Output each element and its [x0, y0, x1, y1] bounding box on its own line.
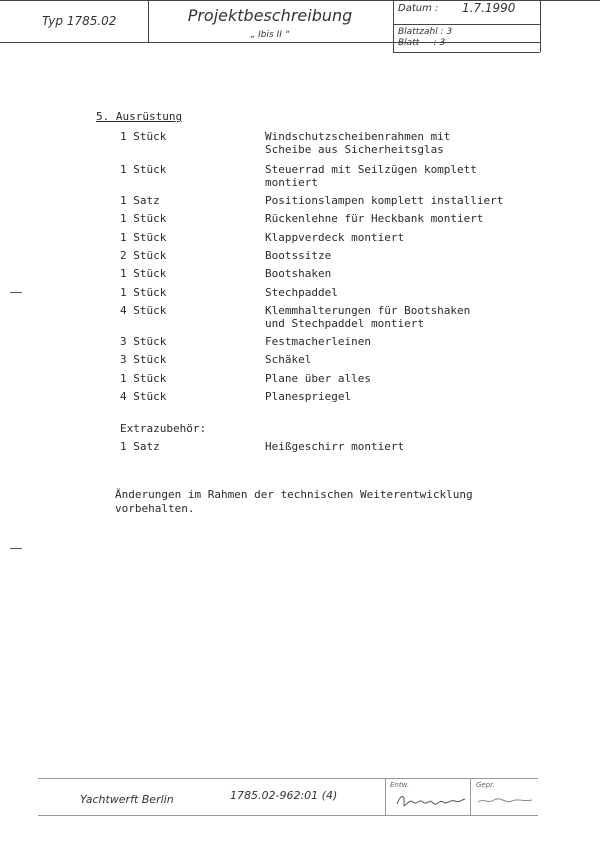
item-description-line: Festmacherleinen — [265, 335, 371, 348]
item-quantity: 3 Stück — [120, 335, 167, 348]
item-description — [265, 286, 565, 299]
signature-drafter — [395, 790, 467, 812]
date-value: 1.7.1990 — [462, 1, 516, 15]
item-description — [265, 335, 565, 348]
change-note-line: Änderungen im Rahmen der technischen Weiterentwicklung — [115, 488, 473, 501]
item-description — [265, 130, 565, 156]
type-number: Typ 1785.02 — [42, 14, 117, 28]
item-description-line: Positionslampen komplett installiert — [265, 194, 504, 207]
extras-qty: 1 Satz — [120, 440, 160, 453]
punch-mark — [10, 292, 22, 293]
item-quantity: 1 Stück — [120, 372, 167, 385]
item-description — [265, 249, 565, 262]
item-description — [265, 194, 565, 207]
item-quantity: 4 Stück — [120, 304, 167, 317]
document-number: 1785.02-962:01 (4) — [230, 789, 338, 802]
item-quantity: 1 Satz — [120, 194, 160, 207]
item-description — [265, 163, 565, 189]
extras-heading: Extrazubehör: — [120, 422, 207, 435]
item-description-line: Steuerrad mit Seilzügen komplett — [265, 163, 477, 176]
item-description-line: montiert — [265, 176, 318, 189]
margin-marking-top — [6, 96, 13, 100]
item-quantity: 1 Stück — [120, 212, 167, 225]
item-description — [265, 304, 565, 330]
item-description-line: Schäkel — [265, 353, 312, 366]
item-description-line: Windschutzscheibenrahmen mit — [265, 130, 451, 143]
company-name: Yachtwerft Berlin — [80, 793, 174, 806]
item-description — [265, 372, 565, 385]
change-note — [115, 488, 555, 516]
item-quantity: 1 Stück — [120, 130, 167, 143]
extras-desc: Heißgeschirr montiert — [265, 440, 405, 453]
item-quantity: 1 Stück — [120, 231, 167, 244]
item-description-line: Klappverdeck montiert — [265, 231, 405, 244]
item-quantity: 2 Stück — [120, 249, 167, 262]
item-description-line: Klemmhalterungen für Bootshaken — [265, 304, 471, 317]
item-description-line: Plane über alles — [265, 372, 371, 385]
document-title: Projektbeschreibung — [187, 6, 353, 25]
drafted-label: Entw. — [390, 781, 410, 789]
section-heading: 5. Ausrüstung — [96, 110, 183, 123]
item-quantity: 3 Stück — [120, 353, 167, 366]
date-label: Datum : — [398, 3, 439, 14]
item-description-line: Stechpaddel — [265, 286, 338, 299]
item-quantity: 1 Stück — [120, 267, 167, 280]
item-quantity: 1 Stück — [120, 286, 167, 299]
item-description — [265, 353, 565, 366]
change-note-line: vorbehalten. — [115, 502, 195, 515]
item-description-line: Rückenlehne für Heckbank montiert — [265, 212, 484, 225]
project-name: „ Ibis II “ — [250, 30, 290, 40]
item-quantity: 4 Stück — [120, 390, 167, 403]
item-description — [265, 212, 565, 225]
sheet-count: Blattzahl : 3 — [398, 27, 453, 37]
signature-checker — [476, 792, 536, 810]
punch-mark — [10, 548, 22, 549]
item-description-line: und Stechpaddel montiert — [265, 317, 424, 330]
item-description — [265, 231, 565, 244]
item-quantity: 1 Stück — [120, 163, 167, 176]
checked-label: Gepr. — [476, 781, 495, 789]
item-description-line: Planespriegel — [265, 390, 352, 403]
sheet-number: Blatt : 3 — [398, 38, 446, 48]
item-description-line: Bootssitze — [265, 249, 332, 262]
item-description — [265, 390, 565, 403]
item-description-line: Scheibe aus Sicherheitsglas — [265, 143, 444, 156]
item-description-line: Bootshaken — [265, 267, 332, 280]
item-description — [265, 267, 565, 280]
